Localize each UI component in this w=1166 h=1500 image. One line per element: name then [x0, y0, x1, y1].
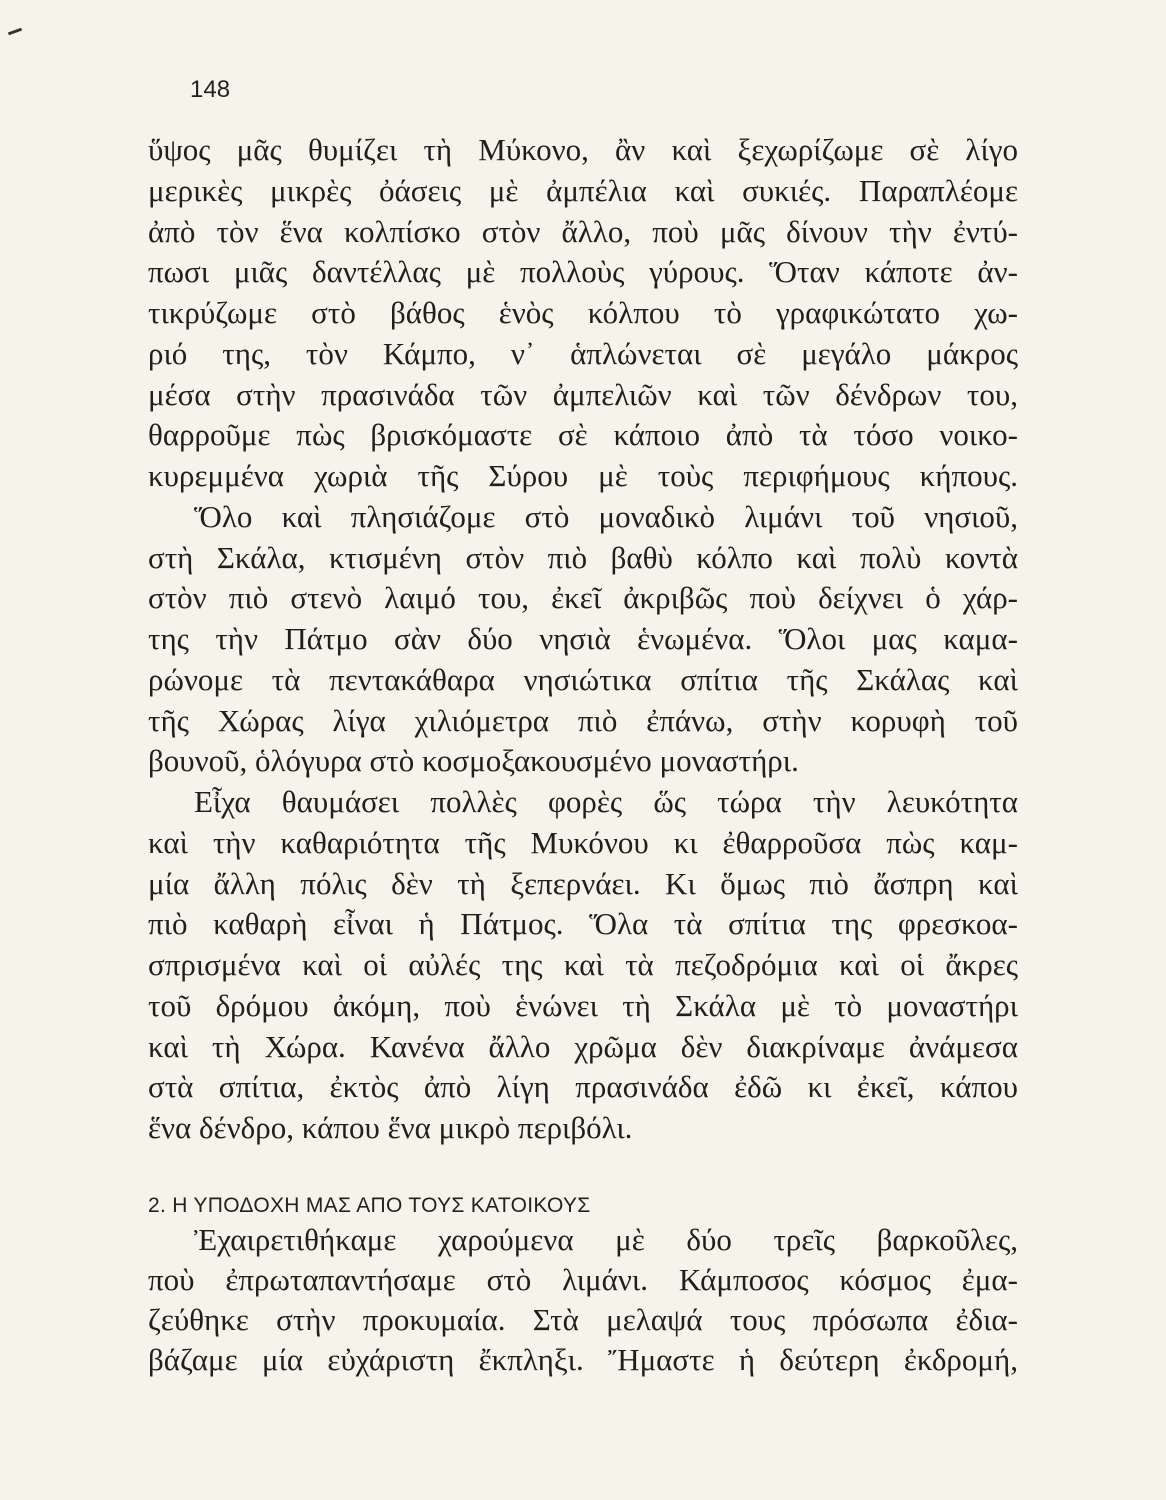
text-line: ζεύθηκε στὴν προκυμαία. Στὰ μελαψά τους πρόσωπα ἐδια- — [148, 1302, 1018, 1337]
text-line: μία ἄλλη πόλις δὲν τὴ ξεπερνάει. Κι ὅμως πιὸ ἄσπρη καὶ — [148, 865, 1018, 901]
text-line: βουνοῦ, ὁλόγυρα στὸ κοσμοξακουσμένο μοναστήρι. — [148, 743, 799, 779]
text-line: ἕνα δένδρο, κάπου ἕνα μικρὸ περιβόλι. — [148, 1110, 633, 1145]
text-line: ὕψος μᾶς θυμίζει τὴ Μύκονο, ἂν καὶ ξεχωρίζωμε σὲ λίγο — [148, 132, 1018, 167]
text-line: κυρεμμένα χωριὰ τῆς Σύρου μὲ τοὺς περιφήμους κήπους. — [148, 458, 1018, 493]
text-line: μερικὲς μικρὲς ὀάσεις μὲ ἀμπέλια καὶ συκιές. Παραπλέομε — [148, 172, 1018, 208]
text-line: θαρροῦμε πὼς βρισκόμαστε σὲ κάποιο ἀπὸ τὰ τόσο νοικο- — [148, 417, 1018, 453]
text-line: τῆς Χώρας λίγα χιλιόμετρα πιὸ ἐπάνω, στὴν κορυφὴ τοῦ — [148, 702, 1018, 738]
text-line: της τὴν Πάτμο σὰν δύο νησιὰ ἑνωμένα. Ὅλοι μας καμα- — [148, 621, 1018, 656]
text-line: ρώνομε τὰ πεντακάθαρα νησιώτικα σπίτια τῆς Σκάλας καὶ — [148, 661, 1018, 697]
scan-mark — [8, 28, 22, 36]
text-line: Ἐχαιρετιθήκαμε χαρούμενα μὲ δύο τρεῖς βαρκοῦλες, — [194, 1222, 1018, 1257]
text-line: καὶ τὴν καθαριότητα τῆς Μυκόνου κι ἐθαρροῦσα πὼς καμ- — [148, 824, 1018, 860]
text-line: Ὅλο καὶ πλησιάζομε στὸ μοναδικὸ λιμάνι τοῦ νησιοῦ, — [194, 498, 1018, 534]
text-line: μέσα στὴν πρασινάδα τῶν ἀμπελιῶν καὶ τῶν δένδρων του, — [148, 376, 1018, 412]
text-line: βάζαμε μία εὐχάριστη ἔκπληξι. Ἤμαστε ἡ δεύτερη ἐκδρομή, — [148, 1342, 1018, 1377]
text-line: ποὺ ἐπρωταπαντήσαμε στὸ λιμάνι. Κάμποσος κόσμος ἐμα- — [148, 1262, 1018, 1297]
page-number: 148 — [190, 76, 231, 103]
body-text-section-1 — [148, 130, 1018, 1149]
text-line: τοῦ δρόμου ἀκόμη, ποὺ ἑνώνει τὴ Σκάλα μὲ τὸ μοναστήρι — [148, 987, 1018, 1023]
text-line: ριό της, τὸν Κάμπο, ν᾽ ἁπλώνεται σὲ μεγάλο μάκρος — [148, 335, 1018, 371]
text-line: ἀπὸ τὸν ἕνα κολπίσκο στὸν ἄλλο, ποὺ μᾶς δίνουν τὴν ἐντύ- — [148, 213, 1018, 249]
text-line: τικρύζωμε στὸ βάθος ἑνὸς κόλπου τὸ γραφικώτατο χω- — [148, 295, 1018, 330]
text-line: στὸν πιὸ στενὸ λαιμό του, ἐκεῖ ἀκριβῶς ποὺ δείχνει ὁ χάρ- — [148, 580, 1018, 616]
text-line: στὴ Σκάλα, κτισμένη στὸν πιὸ βαθὺ κόλπο καὶ πολὺ κοντὰ — [148, 539, 1018, 575]
text-line: καὶ τὴ Χώρα. Κανένα ἄλλο χρῶμα δὲν διακρίναμε ἀνάμεσα — [148, 1028, 1018, 1064]
text-line: πωσι μιᾶς δαντέλλας μὲ πολλοὺς γύρους. Ὅταν κάποτε ἀν- — [148, 254, 1018, 290]
section-heading: 2. Η ΥΠΟΔΟΧΗ ΜΑΣ ΑΠΟ ΤΟΥΣ ΚΑΤΟΙΚΟΥΣ — [148, 1194, 591, 1217]
body-text-section-2 — [148, 1220, 1018, 1380]
text-line: πιὸ καθαρὴ εἶναι ἡ Πάτμος. Ὅλα τὰ σπίτια της φρεσκοα- — [148, 906, 1018, 942]
text-line: Εἶχα θαυμάσει πολλὲς φορὲς ὥς τώρα τὴν λευκότητα — [194, 784, 1018, 819]
text-line: στὰ σπίτια, ἐκτὸς ἀπὸ λίγη πρασινάδα ἐδῶ κι ἐκεῖ, κάπου — [148, 1069, 1018, 1105]
text-line: σπρισμένα καὶ οἱ αὐλές της καὶ τὰ πεζοδρόμια καὶ οἱ ἄκρες — [148, 947, 1018, 982]
